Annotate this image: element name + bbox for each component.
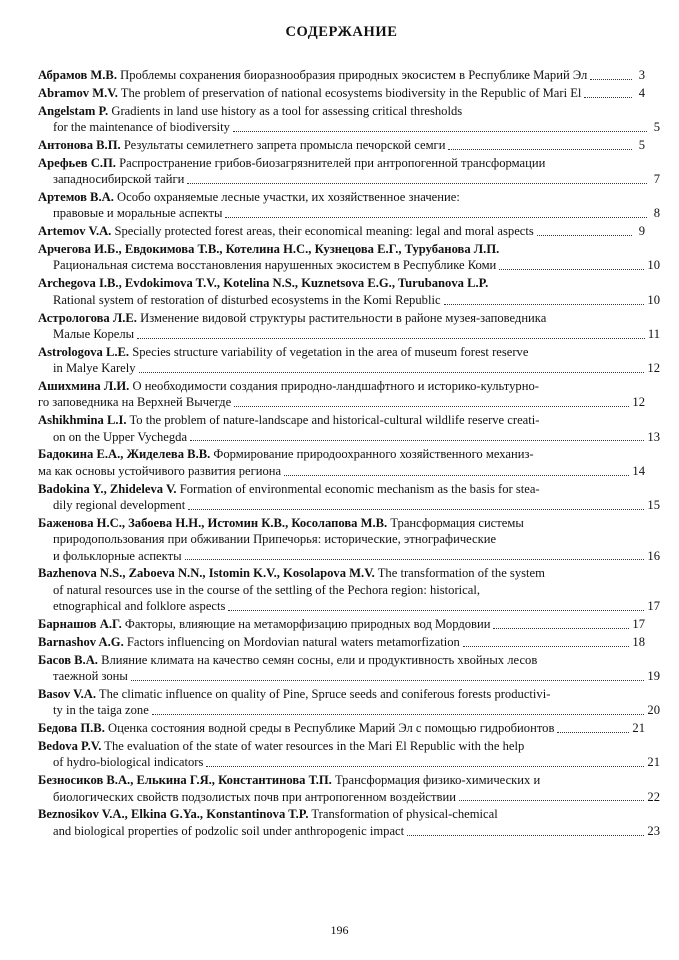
toc-entry-text	[38, 137, 445, 153]
toc-entry-text	[53, 429, 187, 445]
toc-entry-line	[38, 806, 645, 822]
toc-entry-text	[53, 205, 222, 221]
toc-entry-line	[38, 429, 660, 445]
toc-entry[interactable]	[38, 720, 645, 736]
toc-entry-line	[38, 582, 660, 598]
toc-entry-line	[38, 598, 660, 614]
toc-entry-title: for the maintenance of biodiversity	[53, 120, 230, 135]
toc-entry-line	[38, 616, 645, 632]
toc-entry-title: The climatic influence on quality of Pine, Spruce seeds and coniferous forests productivi-	[98, 686, 551, 701]
toc-entry-text	[53, 292, 441, 308]
toc-page-number[interactable]: 12	[632, 395, 645, 410]
toc-entry-line	[38, 497, 660, 513]
toc-entry[interactable]	[38, 155, 660, 188]
toc-entry[interactable]	[38, 686, 660, 719]
toc-entry-title: Факторы, влияющие на метаморфизацию природных вод Мордовии	[124, 617, 491, 631]
toc-entry-title: The transformation of the system	[377, 566, 545, 581]
toc-entry[interactable]	[38, 189, 660, 222]
leader-dots	[188, 508, 644, 510]
toc-entry-author: Бадокина Е.А., Жиделева В.В.	[38, 447, 211, 462]
toc-entry-text	[53, 548, 182, 564]
toc-entry-text	[53, 598, 225, 614]
leader-dots	[206, 765, 644, 767]
toc-entry-author: Артемов В.А.	[38, 190, 114, 205]
toc-entry-text	[38, 686, 550, 702]
toc-entry[interactable]	[38, 412, 660, 445]
toc-entry-author: Barnashov A.G.	[38, 634, 124, 649]
leader-dots	[139, 371, 645, 373]
toc-entry[interactable]	[38, 772, 660, 805]
toc-entry-title: Transformation of physical-chemical	[311, 807, 498, 822]
toc-entry-title: правовые и моральные аспекты	[53, 206, 223, 221]
toc-page-number[interactable]: 17	[647, 599, 660, 614]
toc-page-number[interactable]: 19	[647, 669, 660, 684]
toc-entry[interactable]	[38, 275, 660, 308]
toc-entry-text	[53, 702, 149, 718]
toc-entry-line	[38, 223, 645, 239]
toc-entry-line	[38, 702, 660, 718]
leader-dots	[459, 799, 644, 801]
toc-entry-title: Рациональная система восстановления нарушенных экосистем в Республике Коми	[53, 258, 497, 273]
toc-entry-text	[38, 652, 537, 668]
leader-dots	[584, 96, 632, 98]
toc-entry-text	[38, 67, 587, 83]
toc-entry-line	[38, 772, 645, 788]
toc-entry-title: Factors influencing on Mordovian natural waters metamorfization	[126, 634, 460, 649]
toc-entry-text	[53, 582, 480, 598]
toc-entry-author: Beznosikov V.A., Elkina G.Ya., Konstantinova T.P.	[38, 807, 309, 822]
toc-entry-title: ty in the taiga zone	[53, 703, 149, 718]
toc-entry-title: Species structure variability of vegetation in the area of museum forest reserve	[132, 344, 529, 359]
toc-entry-text	[38, 515, 524, 531]
toc-entry-text	[53, 497, 185, 513]
leader-dots	[225, 216, 647, 218]
leader-dots	[493, 627, 629, 629]
toc-page-number[interactable]: 16	[647, 548, 660, 563]
toc-entry-title: Specially protected forest areas, their economical meaning: legal and moral aspects	[114, 224, 534, 239]
toc-entry-title: Малые Корелы	[53, 326, 135, 341]
toc-entry[interactable]	[38, 103, 660, 136]
toc-entry-author: Абрамов М.В.	[38, 68, 117, 82]
toc-entry-text	[53, 257, 496, 273]
toc-entry-text	[38, 412, 539, 428]
toc-page-number[interactable]: 18	[632, 634, 645, 649]
toc-entry-line	[38, 412, 645, 428]
toc-entry[interactable]	[38, 344, 660, 377]
toc-entry-author: Archegova I.B., Evdokimova T.V., Kotelina N.S., Kuznetsova E.G., Turubanova L.P.	[38, 276, 489, 291]
toc-entry-line	[38, 326, 660, 342]
toc-entry-author: Abramov M.V.	[38, 85, 118, 100]
toc-page-number[interactable]: 21	[632, 721, 645, 736]
toc-entry[interactable]	[38, 481, 660, 514]
toc-entry-author: Безносиков В.А., Елькина Г.Я., Константинова Т.П.	[38, 773, 332, 788]
toc-entry-author: Basov V.A.	[38, 686, 96, 701]
toc-entry-text	[38, 223, 534, 239]
toc-entry-text	[38, 634, 460, 650]
toc-entry-line	[38, 344, 645, 360]
toc-entry[interactable]	[38, 137, 645, 153]
toc-entry[interactable]	[38, 616, 645, 632]
toc-entry-title: dily regional development	[53, 497, 186, 512]
toc-entry-line	[38, 686, 645, 702]
toc-entry-title: биологических свойств подзолистых почв при антропогенном воздействии	[53, 789, 456, 804]
toc-entry[interactable]	[38, 85, 645, 101]
toc-entry-text	[38, 85, 581, 101]
toc-entry-title: of natural resources use in the course of the settling of the Pechora region: historical,	[53, 582, 481, 597]
toc-entry[interactable]	[38, 241, 660, 274]
toc-entry[interactable]	[38, 446, 645, 479]
toc-entry-title: Особо охраняемые лесные участки, их хозяйственное значение:	[117, 190, 460, 205]
toc-entry[interactable]	[38, 806, 660, 839]
leader-dots	[137, 337, 645, 339]
toc-entry-text	[38, 720, 554, 736]
toc-entry-title: and biological properties of podzolic soil under anthropogenic impact	[53, 823, 405, 838]
toc-page-number[interactable]: 10	[647, 258, 660, 273]
toc-entry-text	[53, 823, 404, 839]
toc-page-number[interactable]: 13	[647, 429, 660, 444]
toc-entry-line	[38, 275, 645, 291]
toc-entry-line	[38, 360, 660, 376]
toc-entry[interactable]	[38, 634, 645, 650]
toc-entry-line	[38, 823, 660, 839]
toc-page-number[interactable]: 7	[653, 172, 660, 187]
toc-entry-author: Ashikhmina L.I.	[38, 413, 127, 428]
toc-page-number[interactable]: 8	[653, 206, 660, 221]
toc-entry-line	[38, 292, 660, 308]
toc-entry-title: Влияние климата на качество семян сосны, ели и продуктивность хвойных лесов	[101, 652, 538, 667]
toc-entry-text	[38, 241, 499, 257]
toc-entry-author: Арчегова И.Б., Евдокимова Т.В., Котелина Н.С., Кузнецова Е.Г., Турубанова Л.П.	[38, 242, 500, 257]
toc-entry-line	[38, 668, 660, 684]
toc-entry-line	[38, 531, 660, 547]
toc-page-number[interactable]: 4	[638, 85, 645, 100]
toc-entry[interactable]	[38, 310, 660, 343]
toc-entry-author: Антонова В.П.	[38, 137, 121, 152]
toc-entry-line	[38, 155, 645, 171]
toc-entry-text	[38, 463, 281, 479]
toc-entry-line	[38, 738, 645, 754]
toc-entry-title: The evaluation of the state of water resources in the Mari El Republic with the help	[104, 739, 525, 754]
toc-page-number[interactable]: 12	[647, 361, 660, 376]
toc-entry-title: Gradients in land use history as a tool for assessing critical thresholds	[111, 103, 463, 118]
toc-entry-title: of hydro-biological indicators	[53, 755, 204, 770]
toc-entry-line	[38, 378, 645, 394]
toc-entry-author: Баженова Н.С., Забоева Н.Н., Истомин К.В., Косолапова М.В.	[38, 515, 388, 530]
toc-entry-title: ма как основы устойчивого развития региона	[38, 463, 282, 478]
toc-entry-title: Оценка состояния водной среды в Республике Марий Эл с помощью гидробионтов	[108, 721, 555, 736]
toc-entry-text	[38, 806, 498, 822]
toc-entry-line	[38, 548, 660, 564]
toc-entry-line	[38, 241, 645, 257]
toc-entry-line	[38, 137, 645, 153]
toc-entry-title: Результаты семилетнего запрета промысла печорской семги	[123, 137, 446, 152]
toc-entry-text	[53, 171, 184, 187]
toc-entry-author: Басов В.А.	[38, 652, 98, 667]
toc-page-number[interactable]: 5	[638, 137, 645, 152]
toc-entry-line	[38, 189, 645, 205]
toc-entry-line	[38, 789, 660, 805]
toc-entry-line	[38, 119, 660, 135]
page-title: СОДЕРЖАНИЕ	[285, 24, 398, 40]
toc-entry-author: Astrologova L.E.	[38, 344, 130, 359]
toc-entry-text	[53, 789, 456, 805]
toc-entry-text	[38, 394, 231, 410]
leader-dots	[284, 474, 629, 476]
toc-page-number[interactable]: 22	[647, 789, 660, 804]
toc-entry-author: Барнашов А.Г.	[38, 617, 122, 631]
toc-entry-line	[38, 754, 660, 770]
toc-entry-line	[38, 634, 645, 650]
toc-entry-title: on on the Upper Vychegda	[53, 429, 188, 444]
toc-entry-text	[38, 310, 546, 326]
toc-entry-text	[53, 531, 496, 547]
leader-dots	[499, 268, 644, 270]
toc-entry-text	[38, 616, 490, 632]
toc-entry-author: Бедова П.В.	[38, 721, 105, 736]
toc-entry-line	[38, 394, 645, 410]
toc-entry[interactable]	[38, 67, 645, 83]
leader-dots	[557, 731, 629, 733]
toc-entry[interactable]	[38, 515, 660, 564]
leader-dots	[152, 713, 645, 715]
leader-dots	[537, 234, 632, 236]
leader-dots	[463, 645, 630, 647]
toc-entry-author: Bedova P.V.	[38, 739, 102, 754]
toc-entry-text	[53, 119, 230, 135]
toc-entry-title: Проблемы сохранения биоразнообразия природных экосистем в Республике Марий Эл	[120, 68, 588, 82]
toc-entry-line	[38, 446, 645, 462]
toc-entry-title: The problem of preservation of national ecosystems biodiversity in the Republic of Mari El	[120, 85, 582, 100]
toc-entry-line	[38, 171, 660, 187]
toc-entry[interactable]	[38, 652, 660, 685]
table-of-contents	[38, 67, 660, 839]
toc-entry-text	[38, 155, 545, 171]
toc-entry-title: го заповедника на Верхней Вычегде	[38, 395, 232, 410]
toc-entry-title: природопользования при обживании Припечорья: исторические, этнографические	[53, 532, 497, 547]
toc-entry-author: Badokina Y., Zhideleva V.	[38, 481, 177, 496]
toc-entry-line	[38, 103, 645, 119]
toc-entry-text	[38, 103, 462, 119]
leader-dots	[187, 182, 647, 184]
leader-dots	[190, 439, 644, 441]
toc-entry-title: in Malye Karely	[53, 361, 136, 376]
toc-page-number[interactable]: 20	[647, 703, 660, 718]
leader-dots	[234, 405, 629, 407]
toc-entry-author: Арефьев С.П.	[38, 155, 116, 170]
toc-entry-text	[38, 565, 545, 581]
toc-entry-title: Rational system of restoration of disturbed ecosystems in the Komi Republic	[53, 292, 441, 307]
toc-entry[interactable]	[38, 378, 645, 411]
toc-entry-line	[38, 67, 645, 83]
toc-entry-title: Трансформация физико-химических и	[334, 773, 541, 788]
toc-entry-text	[53, 360, 136, 376]
leader-dots	[228, 609, 644, 611]
toc-entry-title: Изменение видовой структуры растительности в районе музея-заповедника	[140, 310, 547, 325]
toc-entry-line	[38, 652, 645, 668]
toc-entry-line	[38, 310, 645, 326]
toc-entry-text	[53, 668, 128, 684]
toc-entry-title: Распространение грибов-биозагрязнителей при антропогенной трансформации	[119, 155, 546, 170]
leader-dots	[185, 558, 645, 560]
toc-entry-title: To the problem of nature-landscape and historical-cultural wildlife reserve creati-	[129, 413, 540, 428]
toc-page-number[interactable]: 15	[647, 497, 660, 512]
leader-dots	[590, 78, 632, 80]
toc-entry-text	[38, 738, 524, 754]
toc-entry-text	[38, 344, 528, 360]
toc-entry-line	[38, 463, 645, 479]
toc-entry-line	[38, 257, 660, 273]
toc-entry-title: Формирование природоохранного хозяйственного механиз-	[213, 447, 534, 462]
toc-entry-line	[38, 205, 660, 221]
toc-page-number[interactable]: 21	[647, 755, 660, 770]
toc-page-number[interactable]: 11	[647, 326, 660, 341]
toc-entry-line	[38, 720, 645, 736]
leader-dots	[448, 148, 632, 150]
toc-page-number[interactable]: 10	[647, 292, 660, 307]
toc-entry-title: Formation of environmental economic mechanism as the basis for stea-	[179, 481, 540, 496]
leader-dots	[233, 130, 647, 132]
toc-entry-text	[38, 378, 539, 394]
toc-entry-line	[38, 565, 645, 581]
toc-entry-text	[38, 446, 534, 462]
toc-entry-title: etnographical and folklore aspects	[53, 599, 226, 614]
toc-page-number[interactable]: 3	[638, 68, 645, 82]
toc-page-number[interactable]: 14	[632, 463, 645, 478]
toc-entry-text	[53, 326, 134, 342]
page-number: 196	[330, 923, 349, 937]
toc-page-number[interactable]: 23	[647, 823, 660, 838]
toc-entry[interactable]	[38, 223, 645, 239]
toc-entry[interactable]	[38, 565, 660, 614]
toc-entry-author: Bazhenova N.S., Zaboeva N.N., Istomin K.V., Kosolapova M.V.	[38, 566, 375, 581]
toc-entry-line	[38, 85, 645, 101]
toc-entry-author: Астрологова Л.Е.	[38, 310, 137, 325]
toc-entry-text	[38, 275, 488, 291]
leader-dots	[407, 834, 644, 836]
toc-entry-text	[38, 481, 540, 497]
toc-page-number[interactable]: 17	[632, 617, 645, 631]
toc-entry-author: Ашихмина Л.И.	[38, 378, 130, 393]
toc-entry[interactable]	[38, 738, 660, 771]
leader-dots	[131, 679, 645, 681]
toc-entry-title: западносибирской тайги	[53, 172, 185, 187]
toc-entry-author: Artemov V.A.	[38, 224, 112, 239]
toc-entry-text	[38, 772, 540, 788]
toc-entry-line	[38, 515, 645, 531]
toc-page-number[interactable]: 9	[638, 224, 645, 239]
leader-dots	[444, 303, 645, 305]
toc-entry-title: Трансформация системы	[390, 515, 524, 530]
toc-entry-title: и фольклорные аспекты	[53, 548, 182, 563]
toc-entry-author: Angelstam P.	[38, 103, 109, 118]
toc-entry-title: О необходимости создания природно-ландшафтного и историко-культурно-	[132, 378, 539, 393]
toc-entry-text	[38, 189, 460, 205]
toc-entry-title: таежной зоны	[53, 669, 128, 684]
toc-page-number[interactable]: 5	[653, 120, 660, 135]
toc-entry-text	[53, 754, 203, 770]
toc-entry-line	[38, 481, 645, 497]
